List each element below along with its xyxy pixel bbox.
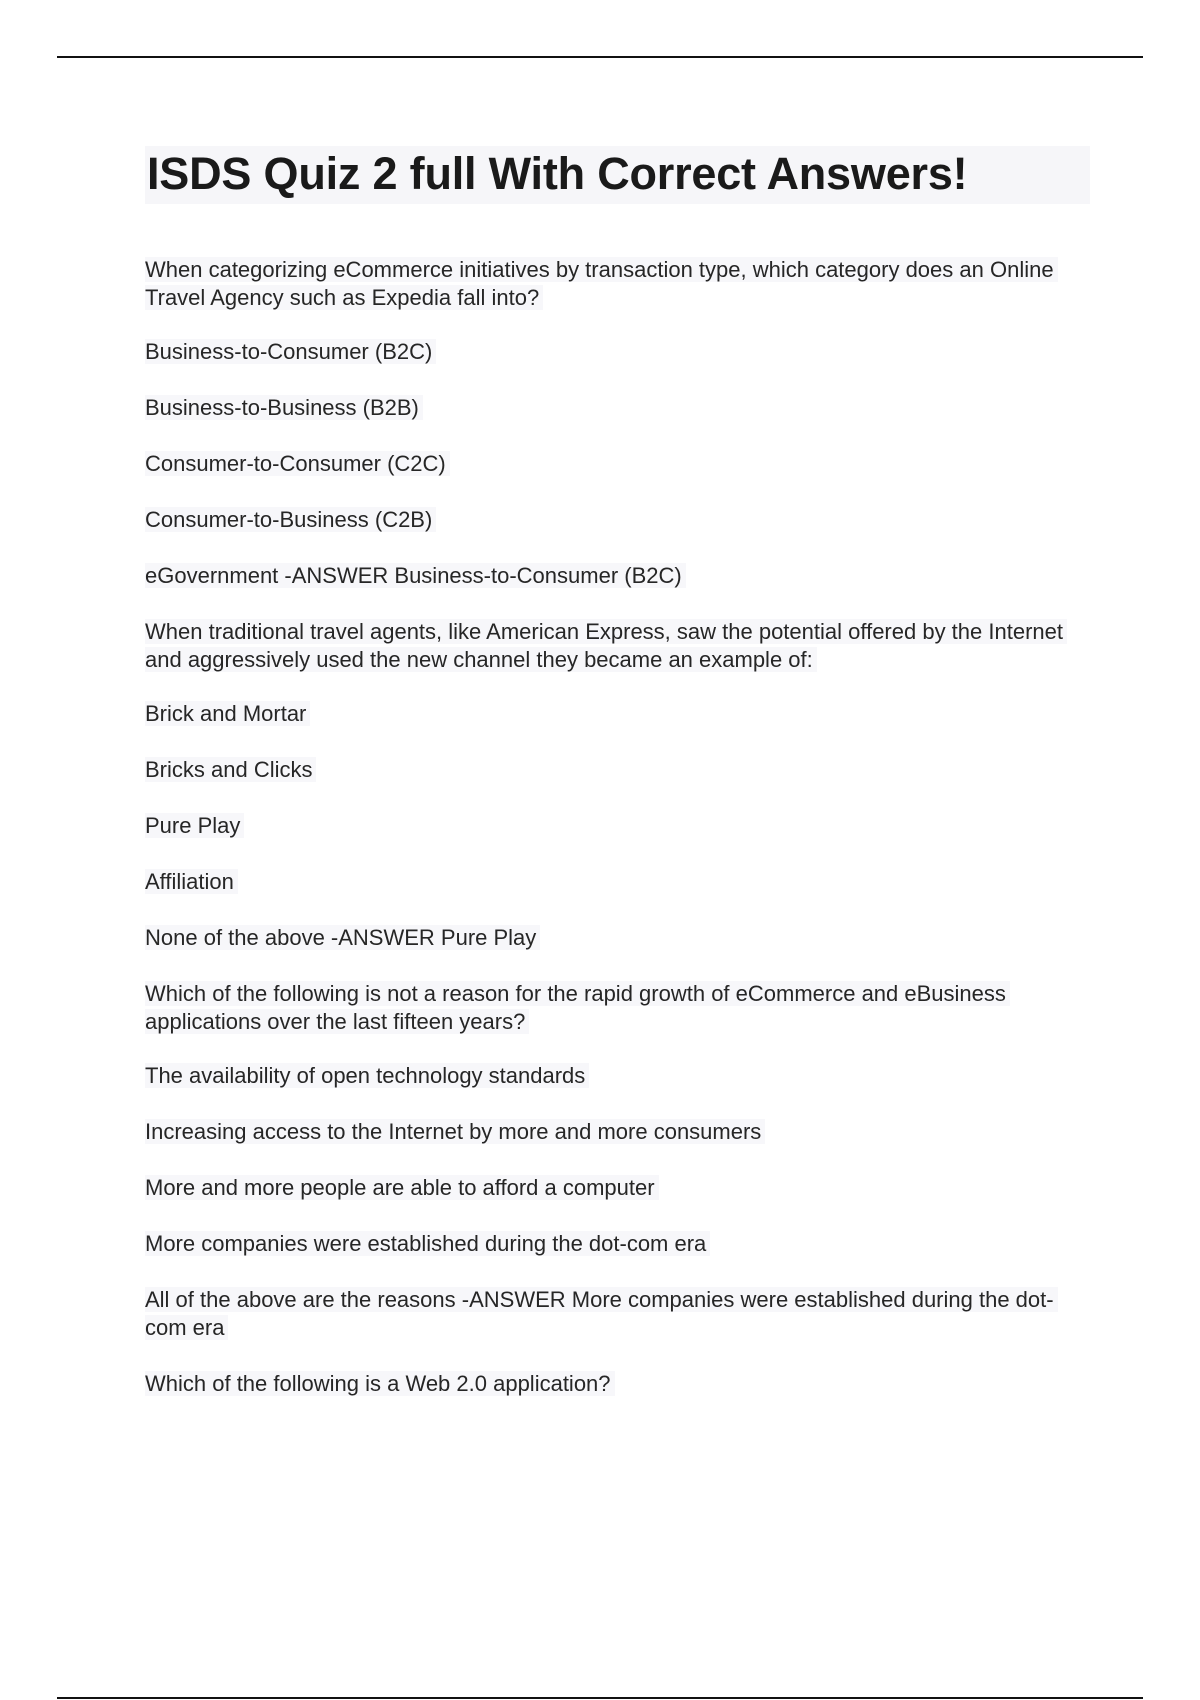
option-1a: Business-to-Consumer (B2C): [145, 338, 1090, 366]
option-3a: The availability of open technology standards: [145, 1062, 1090, 1090]
bottom-rule: [57, 1697, 1143, 1699]
top-rule: [57, 56, 1143, 58]
quiz-content: [145, 256, 1090, 1398]
question-3: Which of the following is not a reason for the rapid growth of eCommerce and eBusiness applications over the last fifteen years?: [145, 980, 1090, 1036]
document-body: [145, 146, 1090, 1424]
option-2e-answer: None of the above -ANSWER Pure Play: [145, 924, 1090, 952]
option-2d: Affiliation: [145, 868, 1090, 896]
option-2a: Brick and Mortar: [145, 700, 1090, 728]
option-1c: Consumer-to-Consumer (C2C): [145, 450, 1090, 478]
option-3c: More and more people are able to afford a computer: [145, 1174, 1090, 1202]
option-1e-answer: eGovernment -ANSWER Business-to-Consumer (B2C): [145, 562, 1090, 590]
document-title: ISDS Quiz 2 full With Correct Answers!: [145, 146, 1090, 204]
option-2b: Bricks and Clicks: [145, 756, 1090, 784]
option-1d: Consumer-to-Business (C2B): [145, 506, 1090, 534]
question-2: When traditional travel agents, like American Express, saw the potential offered by the Internet and aggressively used the new channel they became an example of:: [145, 618, 1090, 674]
option-3e-answer: All of the above are the reasons -ANSWER More companies were established during the dot-com era: [145, 1286, 1090, 1342]
question-1: When categorizing eCommerce initiatives by transaction type, which category does an Online Travel Agency such as Expedia fall into?: [145, 256, 1090, 312]
question-4: Which of the following is a Web 2.0 application?: [145, 1370, 1090, 1398]
option-3b: Increasing access to the Internet by more and more consumers: [145, 1118, 1090, 1146]
option-3d: More companies were established during the dot-com era: [145, 1230, 1090, 1258]
option-1b: Business-to-Business (B2B): [145, 394, 1090, 422]
option-2c: Pure Play: [145, 812, 1090, 840]
